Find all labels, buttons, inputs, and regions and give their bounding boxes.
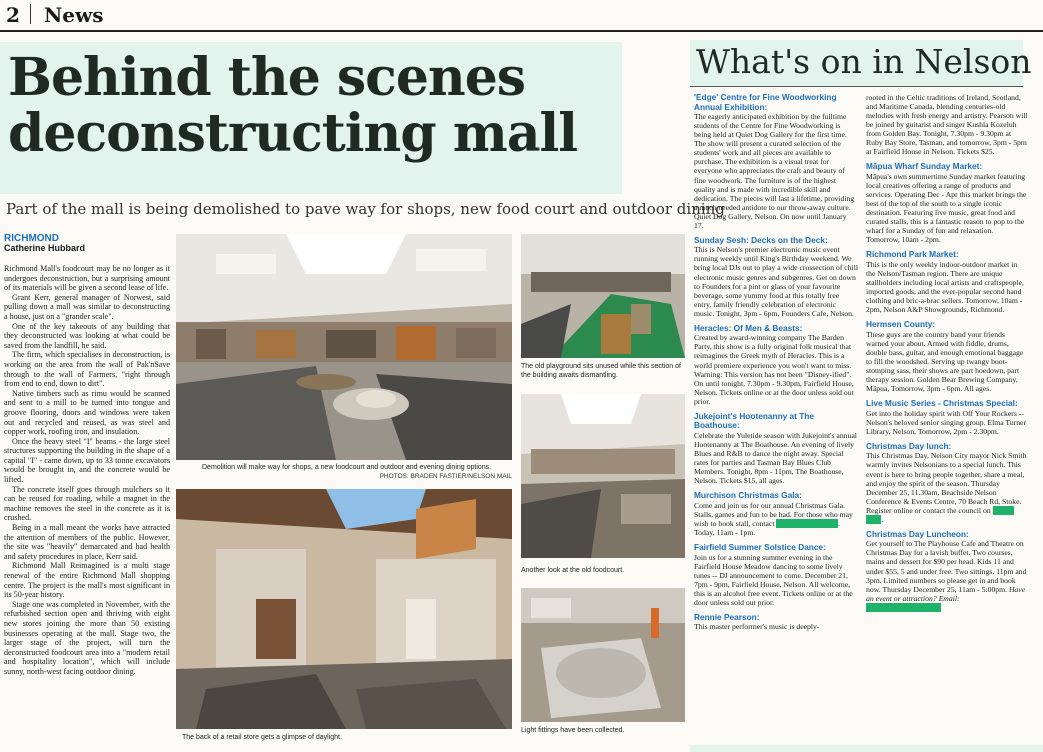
event-description [866, 260, 1028, 314]
event-heading: Murchison Christmas Gala: [694, 490, 802, 501]
masthead-divider [30, 4, 31, 24]
event-text: Come and join us for our annual Christmas Gala. Stalls, games and fun to be had. For those who may wish to book stall, contact [694, 500, 853, 528]
highlighted-contact[interactable]: news@nelsonmail.co.nz [866, 602, 941, 612]
photo-credit: PHOTOS: BRADEN FASTIER/NELSON MAIL [379, 473, 512, 480]
event-text: This is the only weekly indoor-outdoor market in the Nelson/Tasman region. There are unique stallholders including local artists and craftspeople, imported goods, and the ever-popular second hand clothing and bric-a-brac sellers. Tomorrow, 10am - 2pm, Nelson A&P Showgrounds, Richmond. [866, 259, 1024, 315]
event-text: Māpua's own summertime Sunday market featuring local creatives offering a range of products and services. Operating Dec - Apr this market brings the best of the top of the south to a single iconic destination. Featuring live music, great food and curated stalls, this is a fantastic reason to pop to the wharf for a Sunday of fun and relaxation. Tomorrow, 10am - 2pm. [866, 171, 1027, 245]
article-paragraph: The firm, which specialises in deconstruction, is working on the area from the wall of Pak'nSave through to the wall of Farmers, "right through from end to end, down to dirt". [4, 350, 170, 389]
event-text-tail: . [881, 514, 884, 524]
photo-light-fittings [521, 588, 685, 722]
article-paragraph: Grant Kerr, general manager of Norwest, said pulling down a mall was similar to deconstructing a house, just on a "grander scale". [4, 292, 170, 321]
event-description [694, 112, 858, 230]
event-description [694, 245, 858, 317]
event-text: Celebrate the Yuletide season with Jukejoint's annual Hootenanny at The Boathouse. An evening of lively Blues and R&B to dance the night away. Special rates for parties and Tasman Bay Blues Club Members. Tonight, 8pm - 11pm, The Boathouse, Nelson. Tickets $15, all ages. [694, 430, 857, 486]
photo-demolition-foodcourt [176, 234, 512, 460]
photo-old-foodcourt [521, 394, 685, 558]
event-description [866, 93, 1028, 156]
headline-line-2: deconstructing mall [8, 103, 578, 164]
event-heading: Heracles: Of Men & Beasts: [694, 322, 803, 333]
event-text: Created by award-winning company The Barden Party, this show is a fully original folk musical that reimagines the Greek myth of Heracles. This is a world premiere experience you won't want to miss. Warning: This version has not been "Disney-ified". On until tonight, 7.30pm - 9.30pm, Fairfield House, Nelson. Tickets online or at the door unless sold out prior. [694, 333, 854, 406]
event-text-tail: . Today, 11am - 1pm. [694, 518, 840, 537]
caption-main-photo: Demolition will make way for shops, a new foodcourt and outdoor and evening dining options. [202, 464, 492, 471]
page-masthead [0, 0, 1043, 30]
event-heading: Christmas Day Luncheon: [866, 528, 969, 539]
page-number: 2 [6, 3, 20, 27]
article-paragraph: The concrete itself goes through mulchers so it can be reused for roading, while a magnet in the machine removes the steel in the concrete as it is crushed. [4, 484, 170, 523]
event-description [694, 553, 858, 607]
event-heading: Jukejoint's Hootenanny at The Boathouse: [694, 410, 814, 431]
event-description [866, 409, 1028, 436]
event-text: Get yourself to The Playhouse Cafe and Theatre on Christmas Day for a lavish buffet. Two courses, mains and dessert for $90 per head. Kids 11 and under $55, 5 and under free. Two sittings, 11pm and 3pm. Limited numbers so please get in and book now. Thursday December 25, 11am - 5:00pm. [866, 539, 1027, 594]
whats-on-column-1 [694, 93, 858, 632]
article-paragraph: One of the key takeouts of any building that they deconstructed was looking at what could be saved from the landfill, he said. [4, 321, 170, 350]
whats-on-title: What's on in Nelson [696, 42, 1032, 81]
photo-old-playground [521, 234, 685, 358]
article-paragraph: Richmond Mall Reimagined is a multi stage renewal of the entire Richmond Mall shopping centre. The project is the mall's most significant in its 50-year history. [4, 561, 170, 600]
event-heading: Hermsen County: [866, 319, 936, 330]
masthead-rule [0, 30, 1043, 32]
event-text: This master performer's music is deeply- [694, 622, 820, 632]
event-description [694, 501, 858, 537]
caption-foodcourt-photo: Another look at the old foodcourt. [521, 567, 625, 574]
event-description [694, 622, 858, 631]
section-name: News [44, 3, 104, 27]
byline-location: RICHMOND [4, 233, 59, 244]
event-text: This Christmas Day, Nelson City mayor Nick Smith warmly invites Nelsonians to a special lunch. This event is here to bring people together, share a meal, and enjoy the spirit of the season. Thursday December 25, 11.30am, Beachside Nelson Conference & Events Centre, 70 Beach Rd, Stoke. Register online or contact the council on [866, 451, 1027, 515]
event-text: Get into the holiday spirit with Off Your Rockers -- Nelson's beloved senior singing group. Elma Turner Library, Nelson, Tomorrow, 2pm - 2.30pm. [866, 408, 1027, 436]
event-heading: Richmond Park Market: [866, 249, 959, 260]
article-paragraph: Native timbers such as rimu would be scanned and sent to a mill to be turned into tongue and groove flooring, doors and windows were taken out and recycled and reused, as was steel and copper work, roofing iron, and insulation. [4, 388, 170, 437]
whats-on-rule [690, 86, 1023, 87]
event-text: rooted in the Celtic traditions of Ireland, Scotland, and Maritime Canada, blending centuries-old melodies with fresh energy and artistry. Pearson will be joined by guitarist and singer Kushla Kozeluh from Golden Bay. Tonight, 7.30pm - 9.30pm at Ruby Bay Store, Tasman, and tomorrow, 3pm - 5pm at Fairfield House in Nelson. Tickets $25. [866, 93, 1028, 157]
event-description [866, 539, 1028, 611]
article-paragraph: Richmond Mall's foodcourt may be no longer as it undergoes deconstruction, but a surprising amount of its materials will be given a second lease of life. [4, 264, 170, 293]
event-text: Join us for a stunning summer evening in the Fairfield House Meadow dancing to some lively tunes -- DJ announcement to come. December 21, 7pm - 9pm, Fairfield House, Nelson. All welcome, this is an alcohol free event. Tickets online or at the door unless sold out prior. [694, 552, 853, 607]
event-submit-note: Have an event or attraction? Email: [866, 584, 1026, 603]
article-headline [8, 47, 623, 164]
event-heading: Rennie Pearson: [694, 611, 760, 622]
whats-on-column-2 [866, 93, 1028, 612]
event-description [866, 330, 1028, 393]
article-paragraph: Once the heavy steel "I" beams - the large steel structures supporting the building in the shape of a capital "I" - came down, up to 33 tonne excavators would be brought in, and the concrete would be lifted. [4, 436, 170, 485]
article-paragraph: Being in a mall meant the works have attracted the attention of members of the public. However, the site was "heavily" demarcated and had health and safety procedures in place, Kerr said. [4, 523, 170, 561]
event-text: This is Nelson's premier electronic music event running weekly until King's Birthday weekend. We bring local DJs out to play a wide crossection of chill electronic music genres and subgenres. Get on down to Founders for a pint or glass of your favourite beverage, some yummy food at this totally free entry, family friendly celebration of electronic music. Tonight, 3pm - 6pm, Founders Cafe, Nelson. [694, 245, 858, 318]
highlighted-contact[interactable]: gala@murchison.nz [776, 518, 838, 528]
event-description [694, 333, 858, 405]
event-text: The eagerly anticipated exhibition by the fulltime students of the Centre for Fine Woodworking is being held at Quiet Dog Gallery for the first time. The show will present a curated selection of the students' work and all pieces are available to purchase. The exhibition is a visual treat for everyone who appreciates the craft and beauty of fine woodwork. The furniture is of the highest quality and is made with incredible skill and dedication. The pieces will last a lifetime, providing a much needed antidote to our throw-away culture. Quiet Dog Gallery, Nelson. On now until January 17. [694, 112, 855, 230]
event-heading: Live Music Series - Christmas Special: [866, 398, 1018, 409]
event-description [866, 451, 1028, 523]
event-description [866, 172, 1028, 244]
event-heading: Sunday Sesh: Decks on the Deck: [694, 234, 828, 245]
article-body [4, 264, 170, 677]
byline-author: Catherine Hubbard [4, 243, 86, 253]
event-heading: Fairfield Summer Solstice Dance: [694, 541, 826, 552]
event-heading: Christmas Day lunch: [866, 440, 952, 451]
headline-line-1: Behind the scenes [8, 47, 526, 108]
caption-lower-photo: The back of a retail store gets a glimpse of daylight. [182, 734, 342, 741]
event-heading: Māpua Wharf Sunday Market: [866, 161, 983, 172]
article-standfirst: Part of the mall is being demolished to pave way for shops, new food court and outdoor dining [6, 200, 725, 218]
article-paragraph: Stage one was completed in November, with the refurbished section open and thriving with eight new stores joining the more than 50 existing businesses operating at the mall. Stage two, the larger stage of the project, will turn the deconstructed foodcourt area into a "modern retail and hospitality location", which will include sunny, north-west facing outdoor dining. [4, 599, 170, 676]
caption-playground-photo: The old playground sits unused while this section of the building awaits dismantling. [521, 363, 681, 379]
bottom-highlight-strip [690, 745, 1043, 752]
photo-retail-store-daylight [176, 489, 512, 729]
event-heading: 'Edge' Centre for Fine Woodworking Annual Exhibition: [694, 92, 837, 112]
event-description [694, 431, 858, 485]
caption-light-photo: Light fittings have been collected. [521, 727, 625, 734]
highlighted-contact[interactable]: 03 546 0200 [866, 505, 1014, 524]
event-text: These guys are the country band your friends warned your about. Armed with fiddle, drums, double bass, guitar, and enough emotional baggage to fill the woodshed. Serving up twangy boot-stomping sass, their shows are part hoedown, part therapy session. Golden Bear Brewing Company, Māpua, Tomorrow, 3pm - 6pm. All ages. [866, 329, 1024, 394]
